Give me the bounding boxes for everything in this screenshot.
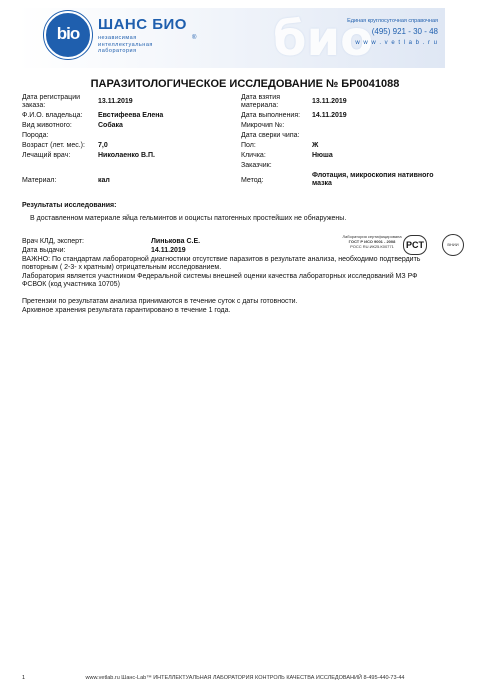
client-label: Заказчик:	[241, 162, 272, 169]
results-text: В доставленном материале яйца гельминтов и ооцисты патогенных простейших не обнаружены.	[30, 215, 347, 222]
chip-label: Микрочип №:	[241, 122, 285, 129]
registered-mark: ®	[192, 35, 197, 41]
method-value: Флотация, микроскопия нативного мазка	[312, 172, 434, 187]
sample-date-label: Дата взятия материала:	[241, 94, 280, 109]
letterhead	[18, 8, 445, 68]
age-value: 7,0	[98, 142, 108, 149]
pct-mark: PCT	[403, 235, 427, 255]
document-title: ПАРАЗИТОЛОГИЧЕСКОЕ ИССЛЕДОВАНИЕ № БР0041088	[90, 78, 400, 90]
brand-name: ШАНС БИО	[98, 16, 187, 33]
sex-value: Ж	[312, 142, 319, 149]
archive-note: Архивное хранения результата гарантировано в течение 1 года.	[22, 307, 231, 314]
results-title: Результаты исследования:	[22, 202, 117, 209]
age-label: Возраст (лет. мес.):	[22, 142, 85, 149]
federal-note: Лаборатория является участником Федеральной системы внешней оценки качества лабораторных исследований МЗ РФ ФСВОК (код участника 10705)	[22, 273, 418, 288]
nickname-value: Нюша	[312, 152, 333, 159]
expert-label: Врач КЛД, эксперт:	[22, 238, 84, 245]
bio-watermark: био	[273, 11, 374, 67]
species-value: Собака	[98, 122, 123, 129]
issue-date-label: Дата выдачи:	[22, 247, 66, 254]
chip-check-label: Дата сверки чипа:	[241, 132, 300, 139]
expert-value: Линькова С.Е.	[151, 238, 201, 245]
species-label: Вид животного:	[22, 122, 72, 129]
owner-label: Ф.И.О. владельца:	[22, 112, 83, 119]
reg-date-value: 13.11.2019	[98, 98, 133, 105]
done-date-value: 14.11.2019	[312, 112, 347, 119]
brand-subtitle: независимая интеллектуальная лаборатория	[98, 35, 153, 54]
website: w w w . v e t l a b . r u	[355, 40, 438, 46]
owner-value: Евстифеева Елена	[98, 112, 164, 119]
important-note: ВАЖНО: По стандартам лабораторной диагностики отсутствие паразитов в результате анализа, необходимо подтвердить повторным ( 2-3- х кратным) отрицательным исследованием.	[22, 256, 421, 271]
breed-label: Порода:	[22, 132, 49, 139]
certification-badge: Лаборатория сертифицирована ГОСТ Р ИСО 9001 - 2008 РОСС RU.ИК25.К00771	[342, 234, 402, 249]
sex-label: Пол:	[241, 142, 256, 149]
done-date-label: Дата выполнения:	[241, 112, 301, 119]
nickname-label: Кличка:	[241, 152, 266, 159]
sample-date-value: 13.11.2019	[312, 98, 347, 105]
footer-text: www.vetlab.ru Шанс-Lab™ ИНТЕЛЛЕКТУАЛЬНАЯ ЛАБОРАТОРИЯ КОНТРОЛЬ КАЧЕСТВА ИССЛЕДОВАНИЙ 8-495-440-73-44	[85, 675, 405, 681]
contact-block	[318, 18, 438, 46]
logo	[44, 11, 92, 59]
issue-date-value: 14.11.2019	[151, 247, 186, 254]
reg-date-label: Дата регистрации заказа:	[22, 94, 81, 109]
logo-text: bio	[56, 24, 80, 43]
claims-note: Претензии по результатам анализа принимаются в течение суток с даты готовности.	[22, 298, 298, 305]
phone-number: (495) 921 - 30 - 48	[371, 27, 438, 36]
material-value: кал	[98, 177, 110, 184]
method-label: Метод:	[241, 177, 264, 184]
doctor-label: Лечащий врач:	[22, 152, 71, 159]
doctor-value: Николаенко В.П.	[98, 152, 155, 159]
page-number: 1	[22, 675, 26, 681]
service-label: Единая круглосуточная справочная	[347, 18, 438, 24]
certification-seal-icon: ВНИИ	[442, 234, 464, 256]
material-label: Материал:	[22, 177, 57, 184]
